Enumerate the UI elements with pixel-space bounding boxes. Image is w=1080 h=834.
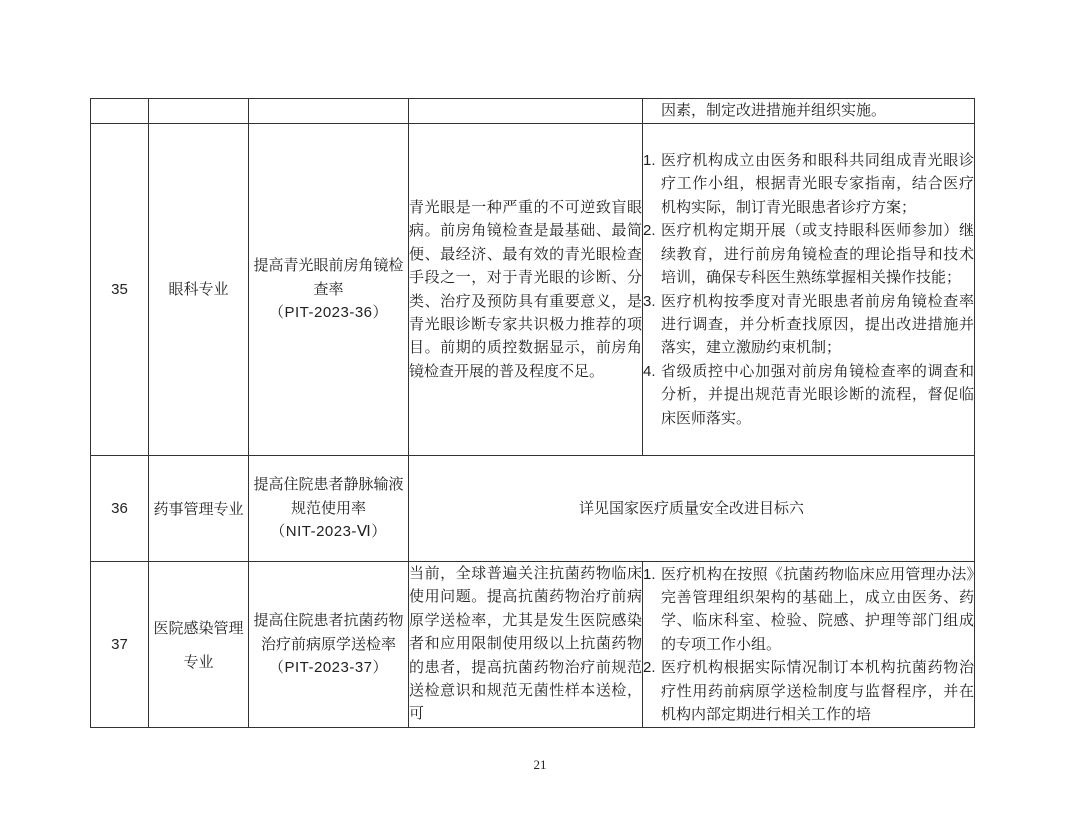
specialty: 药事管理专业	[149, 456, 249, 562]
table-row	[91, 562, 975, 728]
measure-text: 医疗机构根据实际情况制订本机构抗菌药物治疗性用药前病原学送检制度与监督程序，并在机构内部定期进行相关工作的培	[661, 658, 974, 724]
reason: 青光眼是一种严重的不可逆致盲眼病。前房角镜检查是最基础、最简便、最经济、最有效的青光眼检查手段之一，对于青光眼的诊断、分类、治疗及预防具有重要意义，是青光眼诊断专家共识极力推荐的项目。前期的质控数据显示，前房角镜检查开展的普及程度不足。	[409, 124, 643, 456]
measure-index: 2.	[643, 222, 656, 240]
table-row	[91, 99, 975, 124]
goal	[249, 124, 409, 456]
goal-text: 提高住院患者抗菌药物治疗前病原学送检率	[253, 611, 404, 653]
goal-cell	[249, 99, 409, 124]
reason-cell	[409, 99, 643, 124]
specialty: 医院感染管理专业	[149, 562, 249, 728]
goal-code: （PIT-2023-36）	[268, 304, 389, 322]
measure-index: 3.	[643, 292, 656, 310]
table-row	[91, 124, 975, 456]
goal-text: 提高青光眼前房角镜检查率	[253, 256, 404, 298]
measure-text: 医疗机构定期开展（或支持眼科医师参加）继续教育，进行前房角镜检查的理论指导和技术培训，确保专科医生熟练掌握相关操作技能；	[661, 221, 974, 287]
measure-item	[643, 219, 974, 289]
row-number: 36	[91, 456, 149, 562]
measure-text: 医疗机构在按照《抗菌药物临床应用管理办法》完善管理组织架构的基础上，成立由医务、药学、临床科室、检验、院感、护理等部门组成的专项工作小组。	[661, 564, 974, 653]
measure-cell	[643, 99, 975, 124]
measure-item	[643, 563, 974, 657]
merged-note: 详见国家医疗质量安全改进目标六	[409, 456, 975, 562]
measure-item	[643, 290, 974, 360]
goal-code: （PIT-2023-37）	[268, 659, 389, 677]
measure-index: 1.	[643, 565, 656, 583]
measures	[643, 562, 975, 728]
reason: 当前，全球普遍关注抗菌药物临床使用问题。提高抗菌药物治疗前病原学送检率，尤其是发生医院感染者和应用限制使用级以上抗菌药物的患者，提高抗菌药物治疗前规范送检意识和规范无菌性样本送检，可	[409, 562, 643, 728]
goal	[249, 456, 409, 562]
quality-target-table	[90, 98, 975, 728]
goal	[249, 562, 409, 728]
measure-item	[643, 360, 974, 430]
table-row	[91, 456, 975, 562]
measures	[643, 124, 975, 456]
row-number: 37	[91, 562, 149, 728]
measure-index: 4.	[643, 362, 656, 380]
measure-index: 1.	[643, 152, 656, 170]
measure-text: 医疗机构成立由医务和眼科共同组成青光眼诊疗工作小组，根据青光眼专家指南，结合医疗机构实际，制订青光眼患者诊疗方案；	[661, 151, 974, 216]
measure-index: 2.	[643, 659, 656, 677]
measure-text: 省级质控中心加强对前房角镜检查率的调查和分析，并提出规范青光眼诊断的流程，督促临床医师落实。	[661, 361, 974, 427]
row-number: 35	[91, 124, 149, 456]
measure-item	[643, 656, 974, 726]
specialty: 眼科专业	[149, 124, 249, 456]
measure-text: 医疗机构按季度对青光眼患者前房角镜检查率进行调查，并分析查找原因，提出改进措施并落实，建立激励约束机制；	[661, 291, 974, 357]
page-number: 21	[533, 757, 547, 772]
measure-item	[643, 149, 974, 219]
goal-text: 提高住院患者静脉输液规范使用率	[253, 475, 404, 517]
num-cell	[91, 99, 149, 124]
specialty-cell	[149, 99, 249, 124]
measure-text: 因素，制定改进措施并组织实施。	[661, 101, 887, 120]
goal-code: （NIT-2023-Ⅵ）	[270, 523, 387, 541]
